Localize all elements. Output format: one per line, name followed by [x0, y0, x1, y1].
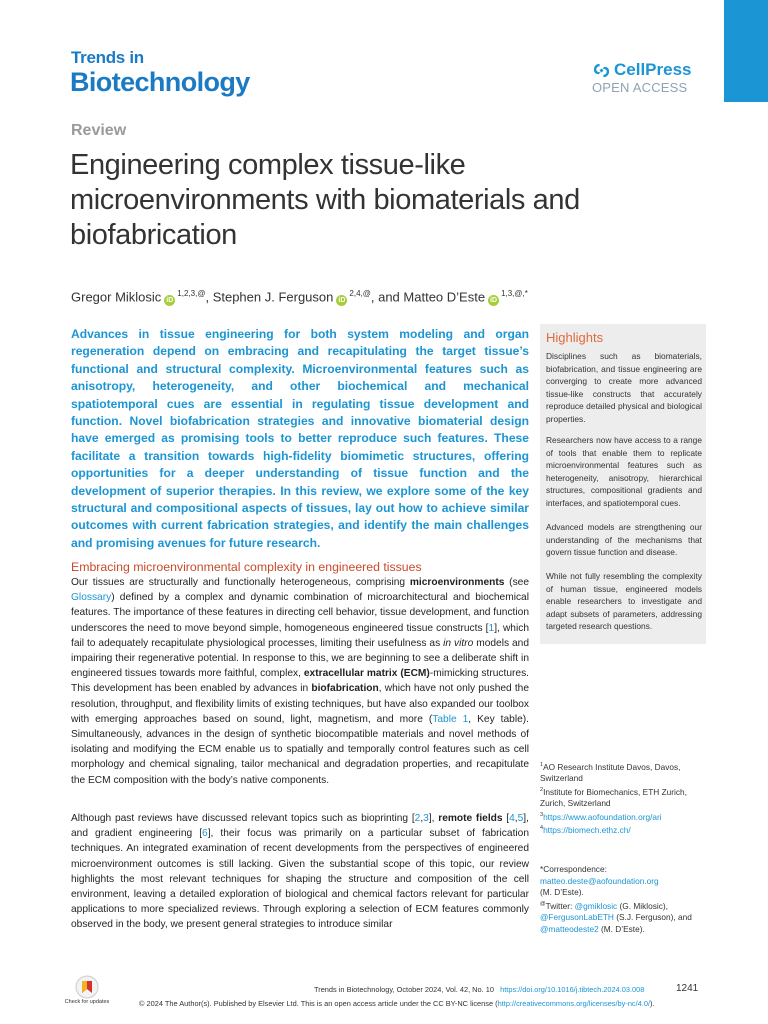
reference-link[interactable]: 4: [509, 813, 515, 824]
author-name: Stephen J. Ferguson: [212, 289, 334, 305]
reference-link[interactable]: 3: [423, 813, 429, 824]
journal-name-line1: Trends in: [71, 48, 144, 67]
twitter-handle[interactable]: @matteodeste2: [540, 923, 599, 934]
check-for-updates-badge[interactable]: [70, 975, 104, 1015]
corner-tab: [724, 0, 768, 102]
cellpress-logo[interactable]: [592, 60, 692, 80]
affiliation-text: AO Research Institute Davos, Davos, Switzerland: [540, 761, 681, 784]
correspondence-email[interactable]: matteo.deste@aofoundation.org: [540, 875, 659, 886]
author-affil-sup: 1,2,3,@: [177, 289, 206, 298]
affiliation-url[interactable]: https://biomech.ethz.ch/: [543, 825, 631, 836]
glossary-term: microenvironments: [409, 577, 505, 588]
orcid-icon[interactable]: iD: [166, 297, 174, 305]
body-paragraph-1: Our tissues are structurally and functionally heterogeneous, comprising microenvironments (see Glossary) defined by a complex and dynamic combination of microarchitectural and biochemical features. The importance of these features in directing cell behavior, tissue development, and function underscores the need to move beyond simple, homogeneous engineered tissue constructs [1], which fail to adequately recapitulate physiological processes, limiting their usefulness as in vitro models and impairing their regenerative potential. In response to this, we are beginning to see a deliberate shift in engineered tissues towards more faithful, complex, extracellular matrix (ECM)-mimicking structures. This development has been enabled by advances in biofabrication, which have not only pushed the resolution, throughput, and flexibility limits of existing techniques, but have also expanded our toolbox with emerging approaches based on sound, light, magnetism, and more (Table 1, Key table). Simultaneously, advances in the design of synthetic biocompatible materials and novel methods of isolating and modifying the ECM enable us to spatially and temporally control features such as cell morphology and chemical signaling, tailor mechanical and degradation properties, and recapitulate the ECM composition with the body’s native components.: [71, 577, 530, 786]
section-heading: Embracing microenvironmental complexity in engineered tissues: [71, 560, 422, 574]
author-name: Matteo D’Este: [403, 289, 486, 305]
check-for-updates-label: Check for updates: [64, 999, 110, 1005]
footer-license: © 2024 The Author(s). Published by Elsevier Ltd. This is an open access article under the CC BY-NC license (http://creativecommons.org/licenses/by-nc/4.0/).: [139, 999, 655, 1008]
author-affil-sup: 1,3,@,*: [501, 289, 528, 298]
affiliations: $^1$AO Research Institute Davos, Davos, Switzerland $^2$Institute for Biomechanics, ETH Zurich, Zurich, Switzerland $^3$https://www.aofoundation.org/ari $^4$https://biomech.ethz.ch/: [540, 761, 687, 836]
table-link[interactable]: Table 1: [432, 713, 469, 725]
highlight-item: Disciplines such as biomaterials, biofabrication, and tissue engineering are converging to create more advanced tissue-like constructs that accurately reproduce detailed physical and biological properties.: [546, 351, 702, 424]
abstract: Advances in tissue engineering for both system modeling and organ regeneration depend on embracing and recapitulating the target tissue’s functional and structural complexity. Microenvironmental features such as anisotropy, heterogeneity, and other biochemical and mechanical spatiotemporal cues are essential in regulating tissue development and function. Novel biofabrication strategies and innovative biomaterial design have emerged as promising tools to better reproduce such features. These facilitate a transition towards high-fidelity biomimetic structures, offering opportunities for a deeper understanding of tissue function and the development of superior therapies. In this review, we explore some of the key structural and compositional aspects of tissues, lay out how to achieve similar outcomes with current fabrication strategies, and identify the main challenges and promising avenues for future research.: [71, 327, 529, 550]
glossary-term: remote fields: [438, 813, 503, 824]
article-title: Engineering complex tissue-like microenvironments with biomaterials and biofabrication: [70, 149, 580, 251]
publisher-name: CellPress: [614, 60, 692, 79]
affiliation-text: Institute for Biomechanics, ETH Zurich, Zurich, Switzerland: [540, 786, 687, 809]
glossary-term: biofabrication: [311, 683, 379, 695]
article-type: Review: [71, 122, 127, 139]
journal-name-line2: Biotechnology: [70, 67, 250, 97]
open-access-label: OPEN ACCESS: [592, 80, 688, 95]
page-number: 1241: [676, 983, 699, 994]
footer-citation: Trends in Biotechnology, October 2024, Vol. 42, No. 10 https://doi.org/10.1016/j.tibtech.2024.03.008: [314, 985, 645, 994]
highlight-item: Advanced models are strengthening our understanding of the mechanisms that govern tissue function and disease.: [546, 522, 702, 558]
twitter-handle[interactable]: @FergusonLabETH: [540, 912, 614, 923]
orcid-icon[interactable]: iD: [490, 297, 498, 305]
affiliation-url[interactable]: https://www.aofoundation.org/ari: [543, 811, 662, 822]
reference-link[interactable]: 2: [414, 813, 421, 824]
body-paragraph-2: Although past reviews have discussed relevant topics such as bioprinting [2,3], remote fields [4,5], and gradient engineering [6], their focus was primarily on a particular subset of fabrication techniques. An integrated examination of recent developments from the perspectives of engineered microenvironment outcomes is still lacking. Given the substantial scope of this topic, our review highlights the most relevant techniques for shaping the structure and composition of the cell environment, leaving a detailed exploration of biological and chemical factors relevant for particular applications to more specialized reviews. Through exploring a selection of ECM features commonly observed in the body, we present general strategies to introduce similar: [71, 813, 529, 931]
correspondence: *Correspondence: matteo.deste@aofoundation.org (M. D’Este). @Twitter: @gmiklosic (G. Miklosic), @FergusonLabETH (S.J. Ferguson), and @matteodeste2 (M. D’Este).: [540, 864, 692, 934]
doi-link[interactable]: https://doi.org/10.1016/j.tibtech.2024.03.008: [500, 985, 645, 994]
highlights-title: Highlights: [546, 330, 604, 345]
reference-link[interactable]: 1: [488, 622, 495, 634]
author-list: [71, 289, 528, 306]
author-affil-sup: 2,4,@: [349, 289, 371, 298]
author-name: Gregor Miklosic: [71, 289, 162, 305]
author-separator: , and: [370, 289, 400, 305]
glossary-term: extracellular matrix (ECM): [303, 668, 430, 680]
reference-link[interactable]: 6: [202, 828, 208, 840]
license-link[interactable]: http://creativecommons.org/licenses/by-nc/4.0/: [497, 999, 651, 1008]
orcid-icon[interactable]: iD: [338, 297, 346, 305]
reference-link[interactable]: 5: [517, 813, 524, 824]
cellpress-icon: [592, 61, 611, 80]
glossary-link[interactable]: Glossary: [71, 592, 112, 604]
bookmark-icon: [70, 975, 104, 999]
correspondence-label: *Correspondence:: [540, 864, 607, 874]
twitter-handle[interactable]: @gmiklosic: [574, 900, 618, 911]
highlight-item: While not fully resembling the complexity of human tissue, engineered models enable researchers to investigate and adapt subsets of parameters, addressing targeted research questions.: [546, 571, 702, 632]
author-separator: ,: [205, 289, 210, 305]
highlight-item: Researchers now have access to a range of tools that enable them to replicate microenvironmental features such as heterogeneity, anisotropy, hierarchical structures, compositional gradients and interfaces, and spatiotemporal cues.: [546, 435, 702, 508]
